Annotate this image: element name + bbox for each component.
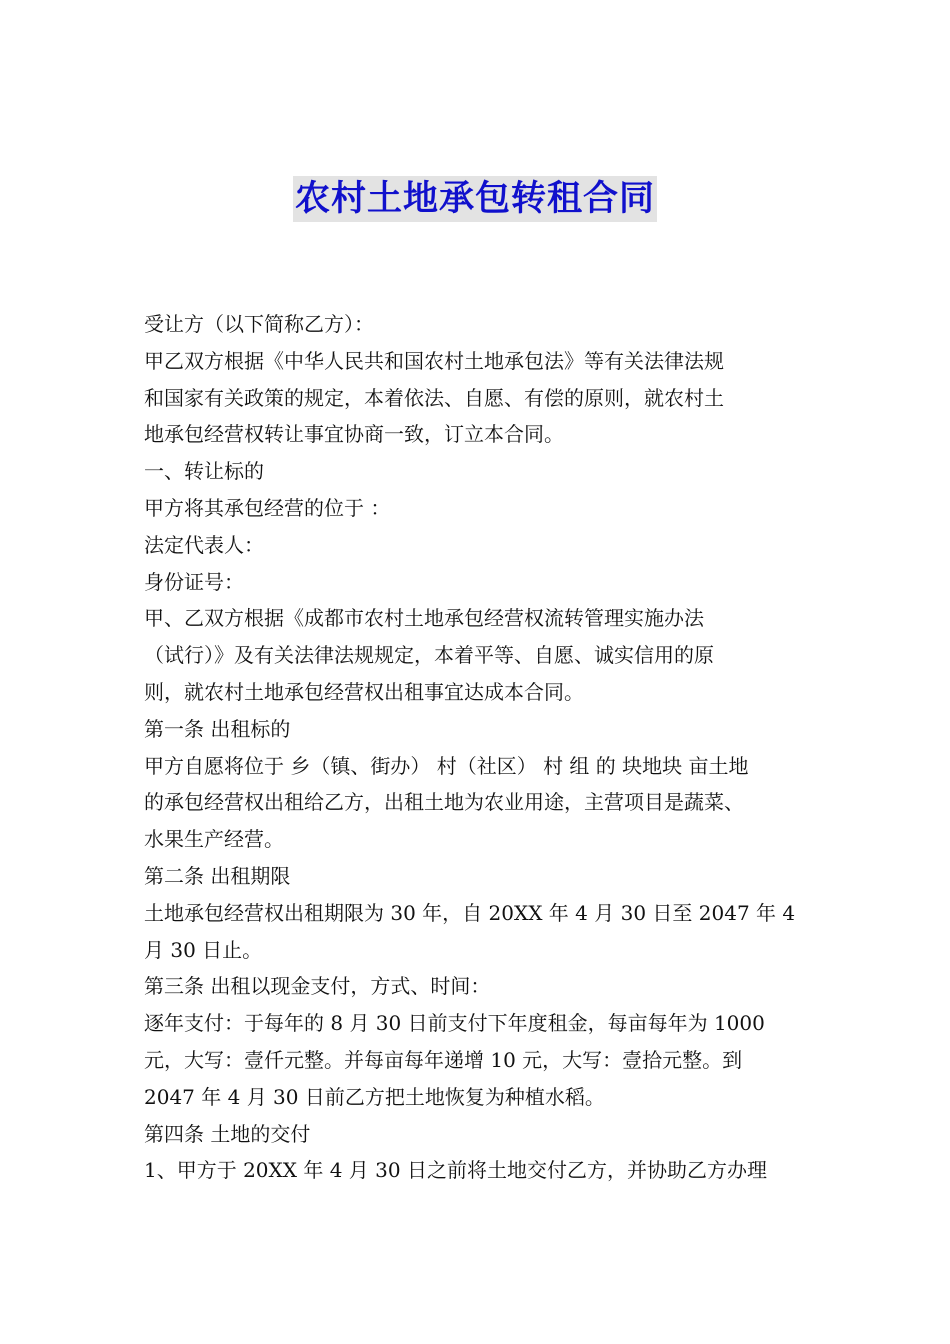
body-line: 甲乙双方根据《中华人民共和国农村土地承包法》等有关法律法规 — [144, 348, 724, 373]
article-heading: 第一条 出租标的 — [144, 716, 291, 741]
body-line: （试行）》及有关法律法规规定，本着平等、自愿、诚实信用的原 — [144, 643, 714, 668]
body-line: 水果生产经营。 — [144, 827, 284, 852]
body-line: 法定代表人： — [144, 532, 264, 557]
section-heading: 一、转让标的 — [144, 459, 264, 484]
body-line: 月 30 日止。 — [144, 937, 263, 962]
body-line: 逐年支付：于每年的 8 月 30 日前支付下年度租金，每亩每年为 1000 — [144, 1011, 765, 1036]
body-line: 受让方（以下简称乙方）： — [144, 312, 374, 336]
body-line: 元，大写：壹仟元整。并每亩每年递增 10 元，大写：壹拾元整。到 — [144, 1047, 743, 1072]
document-title: 农村土地承包转租合同 — [293, 176, 657, 222]
article-heading: 第二条 出租期限 — [144, 863, 291, 888]
body-line: 地承包经营权转让事宜协商一致，订立本合同。 — [144, 422, 564, 447]
title-container — [0, 176, 950, 222]
body-line: 1、甲方于 20XX 年 4 月 30 日之前将土地交付乙方，并协助乙方办理 — [144, 1158, 767, 1183]
article-heading: 第四条 土地的交付 — [144, 1121, 311, 1146]
body-line: 土地承包经营权出租期限为 30 年，自 20XX 年 4 月 30 日至 2047 年 4 — [144, 900, 796, 925]
body-line: 身份证号： — [144, 569, 244, 594]
body-line: 甲方自愿将位于 乡（镇、街办） 村（社区） 村 组 的 块地块 亩土地 — [144, 753, 749, 778]
body-line: 2047 年 4 月 30 日前乙方把土地恢复为种植水稻。 — [144, 1084, 605, 1109]
body-line: 的承包经营权出租给乙方，出租土地为农业用途，主营项目是蔬菜、 — [144, 790, 744, 815]
article-heading: 第三条 出租以现金支付，方式、时间： — [144, 974, 491, 999]
body-line: 甲方将其承包经营的位于 ： — [144, 495, 391, 520]
body-line: 和国家有关政策的规定，本着依法、自愿、有偿的原则，就农村土 — [144, 385, 724, 410]
body-line: 甲、乙双方根据《成都市农村土地承包经营权流转管理实施办法 — [144, 606, 704, 631]
body-line: 则，就农村土地承包经营权出租事宜达成本合同。 — [144, 679, 584, 704]
document-body — [144, 306, 834, 1189]
